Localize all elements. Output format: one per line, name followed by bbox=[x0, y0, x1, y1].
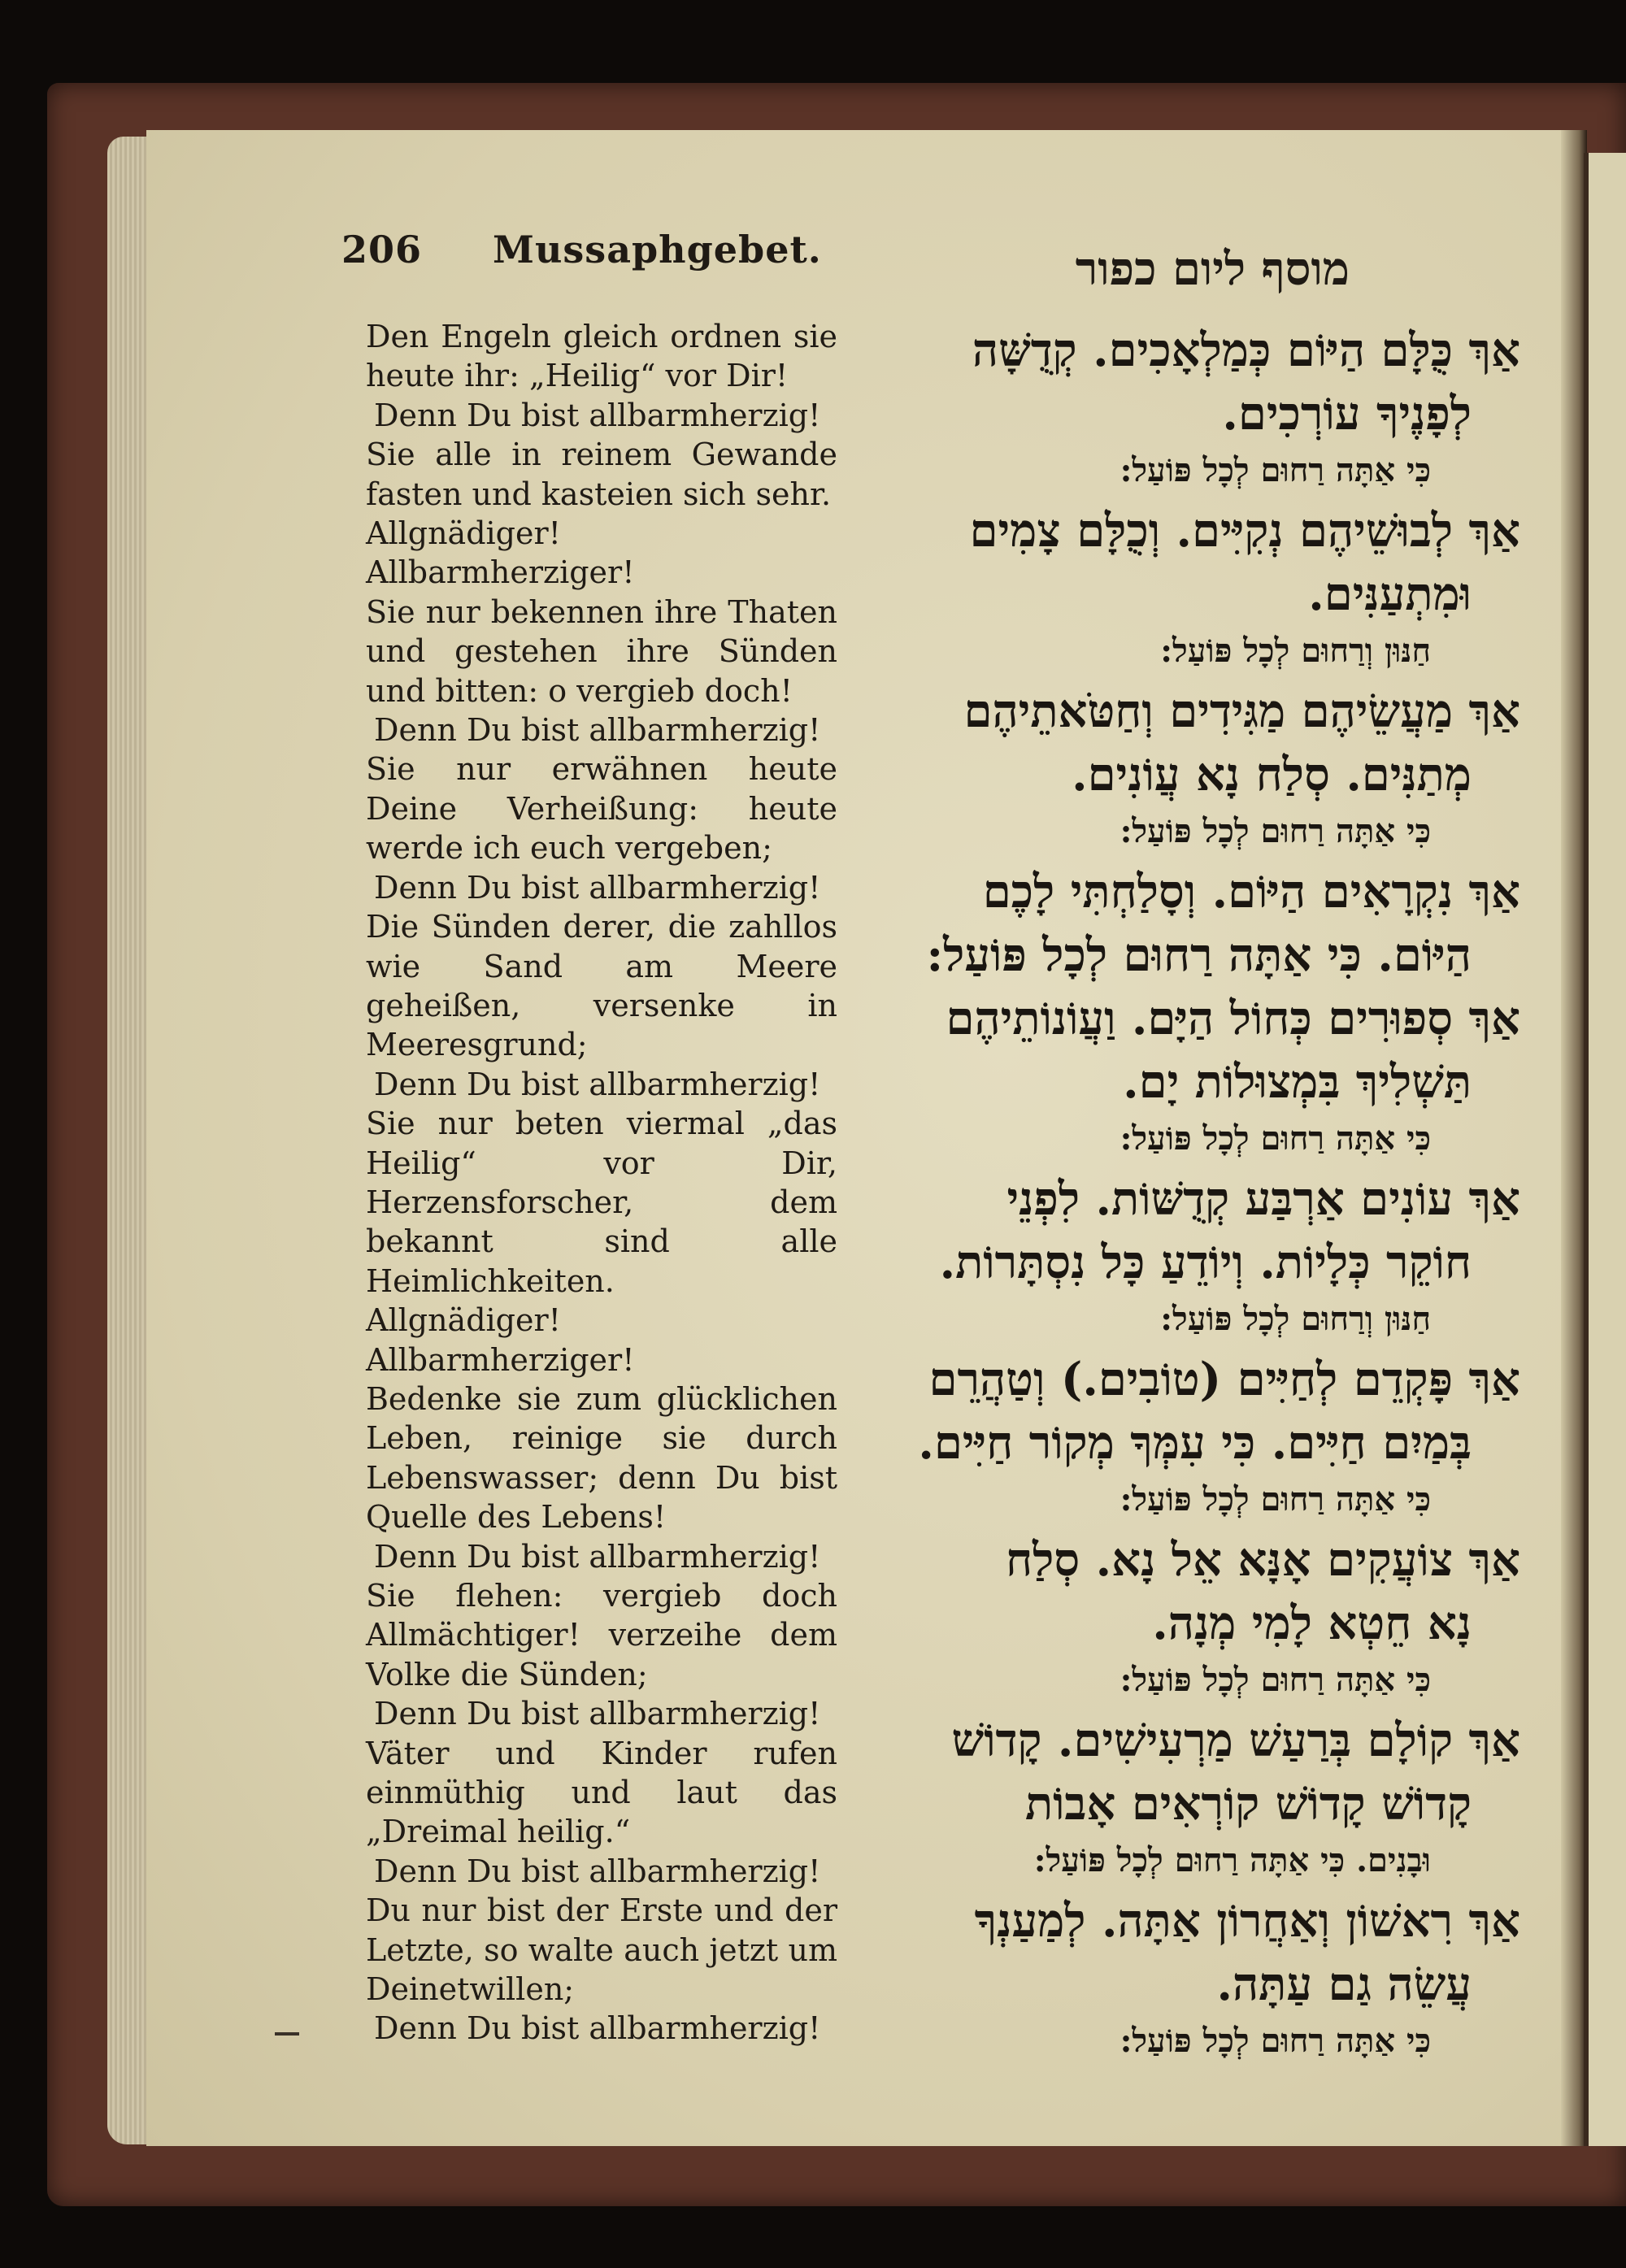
hebrew-response: כִּי אַתָּה רַחוּם לְכָל פּוֹעַל: bbox=[1120, 2022, 1431, 2060]
hebrew-stanza-continuation: עֲשֵׂה גַם עַתָּה. bbox=[1216, 1957, 1472, 2011]
german-verse: Väter und Kinder rufen einmüthig und laut das „Dreimal heilig.“ bbox=[366, 1735, 837, 1850]
hebrew-title: מוסף ליום כפור bbox=[1075, 242, 1350, 296]
hebrew-stanza-continuation: חוֹקֵר כְּלָיוֹת. וְיוֹדֵעַ כָּל נִסְתָּרוֹת. bbox=[939, 1236, 1472, 1289]
german-verse: Allgnädiger! Allbarmherziger! bbox=[366, 515, 635, 591]
hebrew-stanza-line: אַךְ רִאשׁוֹן וְאַחֲרוֹן אַתָּה. לְמַעַנְךָ bbox=[974, 1894, 1520, 1948]
german-column bbox=[317, 317, 837, 2057]
hebrew-response: כִּי אַתָּה רַחוּם לְכָל פּוֹעַל: bbox=[1120, 812, 1431, 850]
hebrew-stanza-continuation: נָא חֵטְא לָמִי מְנָה. bbox=[1152, 1597, 1472, 1650]
page-number: 206 bbox=[341, 228, 423, 272]
hebrew-stanza bbox=[829, 680, 1520, 806]
hebrew-stanza bbox=[829, 319, 1520, 445]
hebrew-stanza-line: אַךְ עוֹנִים אַרְבַּע קְדֻשּׁוֹת. לִפְנֵי bbox=[1006, 1172, 1520, 1226]
german-title: Mussaphgebet. bbox=[493, 228, 822, 272]
hebrew-stanza bbox=[829, 1167, 1520, 1294]
hebrew-response: וּבָנִים. כִּי אַתָּה רַחוּם לְכָל פּוֹעַל: bbox=[1033, 1841, 1431, 1879]
hebrew-stanza bbox=[829, 1889, 1520, 2016]
hebrew-response: חַנּוּן וְרַחוּם לְכָל פּוֹעַל: bbox=[1160, 632, 1431, 670]
german-verse: Sie nur beten viermal „das Heilig“ vor Dir, Herzensforscher, dem bekannt sind alle Heimlichkeiten. bbox=[366, 1106, 837, 1299]
hebrew-stanza bbox=[829, 987, 1520, 1114]
printer-mark bbox=[275, 2032, 299, 2036]
hebrew-stanza-continuation: מְתַנִּים. סְלַח נָא עֲוֹנִים. bbox=[1072, 748, 1472, 802]
hebrew-stanza bbox=[829, 1348, 1520, 1475]
hebrew-stanza bbox=[829, 1528, 1520, 1655]
german-verse: Sie flehen: vergieb doch Allmächtiger! verzeihe dem Volke die Sünden; bbox=[366, 1578, 837, 1692]
hebrew-stanza-continuation: הַיּוֹם. כִּי אַתָּה רַחוּם לְכָל פּוֹעַל: bbox=[926, 928, 1472, 982]
hebrew-response: כִּי אַתָּה רַחוּם לְכָל פּוֹעַל: bbox=[1120, 1480, 1431, 1519]
german-refrain: Denn Du bist allbarmherzig! bbox=[374, 1538, 821, 1575]
german-refrain: Denn Du bist allbarmherzig! bbox=[374, 1066, 821, 1102]
hebrew-stanza-line: אַךְ כֻּלָּם הַיּוֹם כְּמַלְאָכִים. קְדֻשָּׁה bbox=[972, 324, 1520, 377]
german-verse: Sie nur erwähnen heute Deine Verheißung: heute werde ich euch vergeben; bbox=[366, 751, 837, 867]
hebrew-stanza bbox=[829, 1709, 1520, 1836]
hebrew-stanza-line: אַךְ קוֹלָם בְּרַעַשׁ מַרְעִישִׁים. קָדוֹשׁ bbox=[951, 1714, 1520, 1767]
german-verse: Du nur bist der Erste und der Letzte, so walte auch jetzt um Deinetwillen; bbox=[366, 1892, 837, 2008]
hebrew-response: כִּי אַתָּה רַחוּם לְכָל פּוֹעַל: bbox=[1120, 1119, 1431, 1158]
german-refrain: Denn Du bist allbarmherzig! bbox=[374, 869, 821, 906]
german-verse: Die Sünden derer, die zahllos wie Sand am Meere geheißen, versenke in Meeresgrund; bbox=[366, 909, 837, 1063]
german-refrain: Denn Du bist allbarmherzig! bbox=[374, 397, 821, 433]
hebrew-response: כִּי אַתָּה רַחוּם לְכָל פּוֹעַל: bbox=[1120, 1661, 1431, 1699]
hebrew-stanza-continuation: וּמִתְעַנִּים. bbox=[1308, 567, 1472, 621]
german-refrain: Denn Du bist allbarmherzig! bbox=[374, 2010, 821, 2047]
hebrew-response: כִּי אַתָּה רַחוּם לְכָל פּוֹעַל: bbox=[1120, 451, 1431, 489]
german-verse: Den Engeln gleich ordnen sie heute ihr: „Heilig“ vor Dir! bbox=[366, 319, 837, 394]
german-refrain: Denn Du bist allbarmherzig! bbox=[374, 1853, 821, 1889]
next-page-edge bbox=[1584, 153, 1626, 2146]
hebrew-stanza-continuation: לְפָנֶיךָ עוֹרְכִים. bbox=[1222, 387, 1472, 441]
hebrew-stanza-continuation: בְּמַיִם חַיִּים. כִּי עִמְּךָ מְקוֹר חַיִּים. bbox=[918, 1416, 1472, 1470]
german-refrain: Denn Du bist allbarmherzig! bbox=[374, 712, 821, 749]
german-refrain: Denn Du bist allbarmherzig! bbox=[374, 1696, 821, 1732]
german-verse: Bedenke sie zum glücklichen Leben, reinige sie durch Lebenswasser; denn Du bist Quelle des Lebens! bbox=[366, 1380, 837, 1536]
hebrew-stanza bbox=[829, 499, 1520, 626]
hebrew-stanza-line: אַךְ צוֹעֲקִים אָנָּא אֵל נָא. סְלַח bbox=[1005, 1533, 1520, 1587]
hebrew-stanza-line: אַךְ מַעֲשֵׂיהֶם מַגִּידִים וְחַטֹּאתֵיהֶם bbox=[963, 684, 1520, 738]
hebrew-column bbox=[829, 319, 1520, 2060]
hebrew-stanza-line: אַךְ פָּקְדֵם לְחַיִּים (טוֹבִים.) וְטַהֲרֵם bbox=[928, 1353, 1520, 1406]
hebrew-stanza-line: אַךְ נִקְרָאִים הַיּוֹם. וְסָלַחְתִּי לָכֶם bbox=[982, 865, 1520, 919]
hebrew-stanza-line: אַךְ לְבוּשֵׁיהֶם נְקִיִּים. וְכֻלָּם צָמִים bbox=[969, 504, 1520, 558]
hebrew-stanza bbox=[829, 860, 1520, 987]
hebrew-stanza-continuation: קָדוֹשׁ קָדוֹשׁ קוֹרְאִים אָבוֹת bbox=[1024, 1777, 1472, 1831]
hebrew-response: חַנּוּן וְרַחוּם לְכָל פּוֹעַל: bbox=[1160, 1300, 1431, 1338]
german-verse: Allgnädiger! Allbarmherziger! bbox=[366, 1302, 635, 1378]
german-verse: Sie alle in reinem Gewande fasten und kasteien sich sehr. bbox=[366, 437, 837, 512]
running-header bbox=[341, 228, 822, 272]
hebrew-stanza-line: אַךְ סְפוּרִים כְּחוֹל הַיָּם. וַעֲוֹנוֹתֵיהֶם bbox=[946, 992, 1520, 1045]
hebrew-stanza-continuation: תַּשְׁלִיךְ בִּמְצוּלוֹת יָם. bbox=[1123, 1055, 1472, 1109]
german-verse: Sie nur bekennen ihre Thaten und gestehen ihre Sünden und bitten: o vergieb doch! bbox=[366, 593, 837, 709]
